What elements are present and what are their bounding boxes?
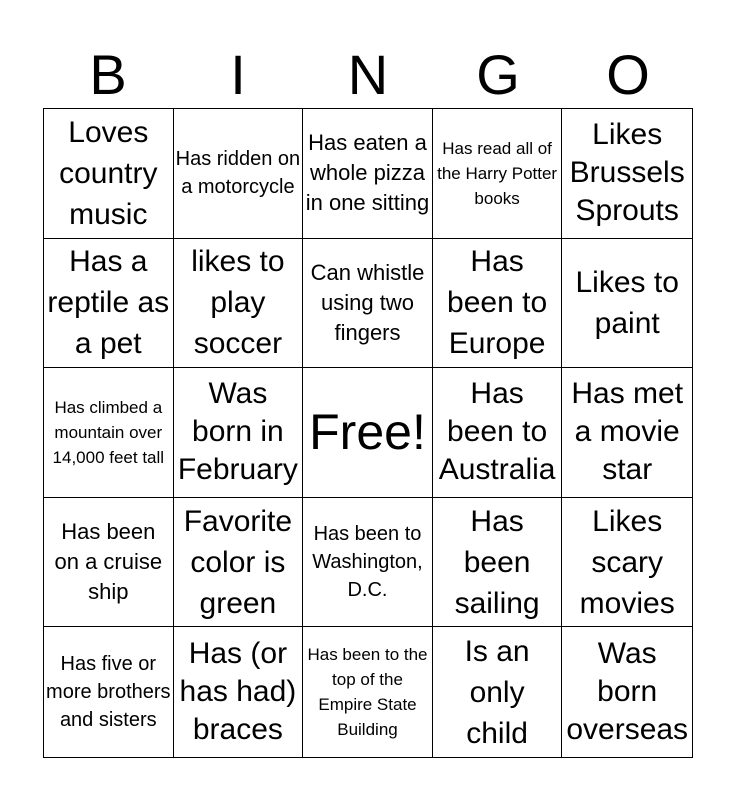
free-space[interactable] [303, 368, 433, 498]
cell-text: Has eaten a whole pizza in one sitting [305, 130, 430, 216]
bingo-cell[interactable] [562, 627, 692, 757]
cell-text: Has climbed a mountain over 14,000 feet tall [52, 397, 165, 467]
bingo-cell[interactable] [174, 498, 304, 628]
cell-text: Loves country music [59, 115, 158, 231]
bingo-cell[interactable] [562, 368, 692, 498]
cell-text: Can whistle using two fingers [310, 259, 425, 345]
cell-text: Was born in February [177, 377, 298, 487]
bingo-cell[interactable] [562, 498, 692, 628]
cell-text: Has ridden on a motorcycle [175, 148, 301, 199]
cell-text: Has been on a cruise ship [54, 519, 163, 605]
cell-text: Has five or more brothers and sisters [46, 653, 171, 732]
header-letter-i: I [230, 43, 246, 106]
cell-text: Has (or has had) braces [179, 637, 297, 747]
cell-text: likes to play soccer [191, 245, 285, 361]
bingo-cell[interactable] [303, 498, 433, 628]
cell-text: Likes to paint [575, 265, 679, 340]
bingo-cell[interactable] [433, 627, 563, 757]
header-letter-b: B [89, 43, 127, 106]
bingo-cell[interactable] [44, 368, 174, 498]
cell-text: Favorite color is green [183, 504, 293, 620]
bingo-cell[interactable] [303, 627, 433, 757]
bingo-cell[interactable] [433, 498, 563, 628]
header-letter-n: N [347, 43, 389, 106]
bingo-cell[interactable] [174, 109, 304, 239]
cell-text: Likes Brussels Sprouts [569, 118, 685, 228]
bingo-cell[interactable] [562, 109, 692, 239]
cell-text: Is an only child [464, 634, 530, 750]
bingo-cell[interactable] [44, 498, 174, 628]
bingo-cell[interactable] [433, 368, 563, 498]
bingo-header [43, 42, 693, 108]
free-space-text: Free! [309, 404, 426, 461]
bingo-cell[interactable] [303, 239, 433, 369]
cell-text: Has been to the top of the Empire State Building [307, 645, 428, 740]
cell-text: Has met a movie star [571, 377, 684, 487]
cell-text: Was born overseas [566, 637, 689, 747]
bingo-cell[interactable] [562, 239, 692, 369]
bingo-cell[interactable] [303, 109, 433, 239]
header-letter-o: O [606, 43, 650, 106]
bingo-cell[interactable] [174, 239, 304, 369]
bingo-grid [43, 108, 693, 758]
cell-text: Has been to Europe [447, 245, 548, 361]
bingo-cell[interactable] [44, 239, 174, 369]
cell-text: Has been to Australia [438, 377, 556, 487]
cell-text: Has been sailing [454, 504, 540, 620]
cell-text: Has read all of the Harry Potter books [437, 138, 558, 208]
cell-text: Has a reptile as a pet [47, 245, 170, 361]
bingo-cell[interactable] [174, 368, 304, 498]
bingo-cell[interactable] [44, 627, 174, 757]
bingo-cell[interactable] [433, 109, 563, 239]
header-letter-g: G [476, 43, 520, 106]
bingo-cell[interactable] [44, 109, 174, 239]
bingo-cell[interactable] [174, 627, 304, 757]
bingo-cell[interactable] [433, 239, 563, 369]
cell-text: Has been to Washington, D.C. [312, 523, 423, 602]
cell-text: Likes scary movies [579, 504, 675, 620]
